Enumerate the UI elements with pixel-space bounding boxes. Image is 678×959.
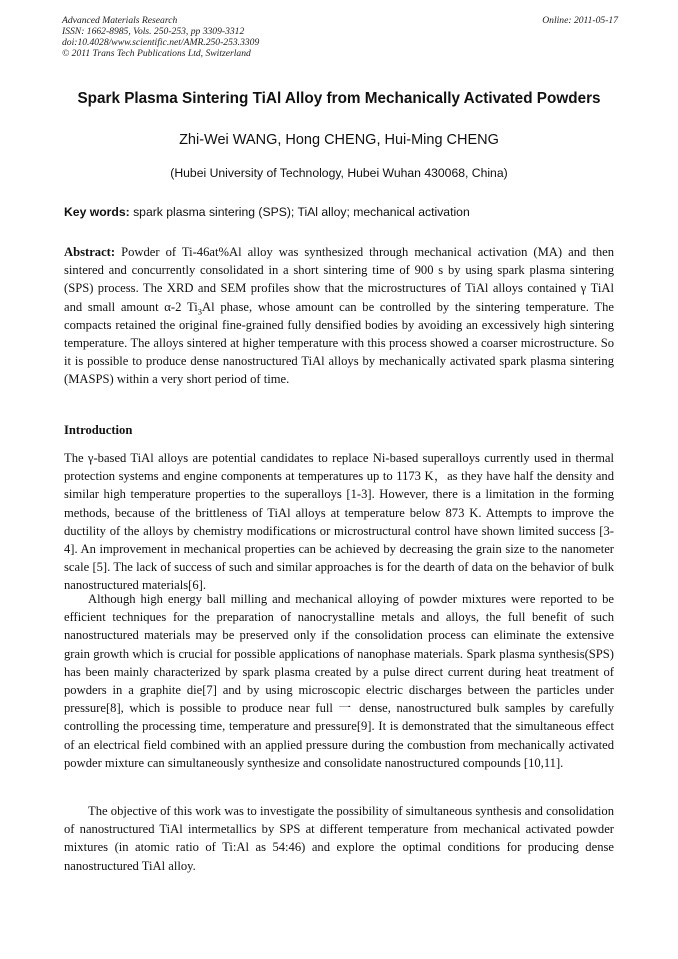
- paper-title: Spark Plasma Sintering TiAl Alloy from Mechanically Activated Powders: [77, 90, 601, 107]
- journal-issn: ISSN: 1662-8985, Vols. 250-253, pp 3309-3312: [62, 26, 245, 37]
- keywords-label: Key words:: [64, 205, 130, 219]
- paper-affiliation: (Hubei University of Technology, Hubei Wuhan 430068, China): [170, 166, 508, 180]
- abstract: [64, 243, 614, 389]
- paper-authors: Zhi-Wei WANG, Hong CHENG, Hui-Ming CHENG: [179, 132, 499, 148]
- abstract-text-b: Al phase, whose amount can be controlled by the sintering temperature. The compacts retained the original fine-grained fully densified bodies by avoiding an excessively high sintering temperature. The alloys sintered at higher temperature with this process showed a coarser microstructure. So it is possible to produce dense nanostructured TiAl alloys by mechanically activated spark plasma sintering (MASPS) within a very short period of time.: [64, 299, 614, 387]
- intro-paragraph-3: The objective of this work was to investigate the possibility of simultaneous synthesis and consolidation of nanostructured TiAl intermetallics by SPS at different temperature from mechanical activated powder mixtures (in atomic ratio of Ti:Al as 54:46) and explore the optimal conditions for producing dense nanostructured TiAl alloy.: [64, 804, 614, 873]
- journal-copyright: © 2011 Trans Tech Publications Ltd, Switzerland: [62, 48, 251, 59]
- keywords-text: spark plasma sintering (SPS); TiAl alloy; mechanical activation: [129, 205, 470, 219]
- journal-name: Advanced Materials Research: [62, 15, 178, 26]
- journal-doi: doi:10.4028/www.scientific.net/AMR.250-253.3309: [62, 37, 260, 48]
- introduction-heading: Introduction: [64, 423, 133, 437]
- abstract-subscript: 3: [197, 306, 203, 317]
- online-date: Online: 2011-05-17: [542, 15, 618, 26]
- abstract-text-a: Powder of Ti-46at%Al alloy was synthesized through mechanical activation (MA) and then sintered and concurrently consolidated in a short sintering time of 900 s by using spark plasma sintering (SPS) process. The XRD and SEM profiles show that the microstructures of TiAl alloys contained γ TiAl and small amount α-2 Ti: [64, 245, 614, 314]
- abstract-label: Abstract:: [64, 245, 116, 259]
- intro-paragraph-1: The γ-based TiAl alloys are potential candidates to replace Ni-based superalloys currently used in thermal protection systems and engine components at temperatures up to 1173 K，as they have half the density and similar high temperature properties to the superalloys [1-3]. However, there is a limitation in the forming methods, because of the brittleness of TiAl alloys at temperature below 873 K. Attempts to improve the ductility of the alloys by chemistry modifications or microstructural control have shown limited success [3-4]. An improvement in mechanical properties can be achieved by decreasing the grain size to the nanometer scale [5]. The lack of success of such and similar approaches is for the dearth of data on the behavior of bulk nanostructured materials[6].: [64, 451, 614, 593]
- keywords: [64, 205, 620, 219]
- journal-header: [62, 15, 618, 59]
- intro-paragraph-2: Although high energy ball milling and mechanical alloying of powder mixtures were reported to be efficient techniques for the preparation of nanocrystalline metals and alloys, the full benefit of such nanostructured materials may be preserved only if the consolidation process can eliminate the extensive grain growth which is crucial for possible applications of nanophase materials. Spark plasma synthesis(SPS) has been mainly characterized by spark plasma created by a pulse direct current during heat treatment of powders in a graphite die[7] and by using microscopic electric discharges between the particles under pressure[8], which is possible to produce near full 一 dense, nanostructured bulk samples by carefully controlling the processing time, temperature and pressure[9]. It is demonstrated that the simultaneous effect of an electrical field combined with an applied pressure during the combustion from mechanically activated powder mixture can simultaneously synthesize and consolidate nanostructured compounds [10,11].: [64, 592, 614, 770]
